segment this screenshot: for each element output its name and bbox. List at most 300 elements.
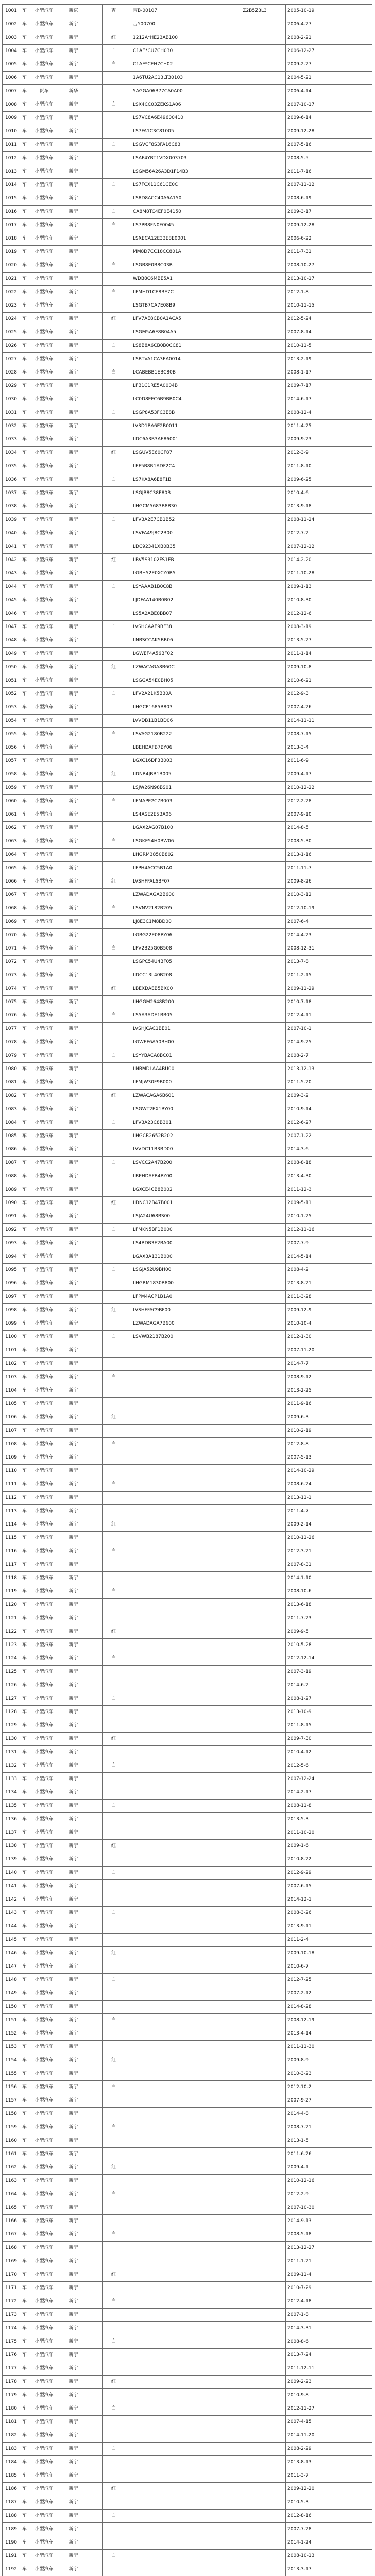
- cell-category: 车: [20, 554, 29, 567]
- cell-owner-area: 新宁: [59, 139, 88, 152]
- cell-vehicle-type: 小型汽车: [29, 259, 59, 273]
- cell-detail: [224, 1746, 286, 1759]
- cell-registered-date: 2011-8-10: [286, 460, 372, 473]
- table-row: [3, 1049, 372, 1063]
- cell-category: 车: [20, 540, 29, 554]
- cell-district: [88, 45, 103, 58]
- cell-vin-code: LS5A3ADE1BB05: [131, 1009, 224, 1023]
- cell-vin-code: LDNC12B47B001: [131, 1197, 224, 1210]
- cell-vehicle-type: 货车: [29, 85, 59, 98]
- cell-district: [88, 875, 103, 889]
- cell-vehicle-type: 小型汽车: [29, 45, 59, 58]
- cell-vin-code: LC0D8EFC6B9BB0C4: [131, 393, 224, 406]
- cell-row-number: 1080: [3, 1063, 20, 1076]
- cell-detail: [224, 1451, 286, 1465]
- cell-color: [103, 1532, 125, 1545]
- cell-registered-date: 2007-7-28: [286, 2523, 372, 2536]
- cell-vin-code: [131, 1934, 224, 1947]
- cell-row-number: 1106: [3, 1411, 20, 1425]
- cell-color: [103, 1893, 125, 1907]
- cell-color: 白: [103, 621, 125, 634]
- cell-registered-date: 2013-7-24: [286, 2349, 372, 2362]
- cell-vin-code: LHGRM1830B800: [131, 1277, 224, 1291]
- cell-category: 车: [20, 916, 29, 929]
- cell-vin-code: [131, 2255, 224, 2268]
- cell-registered-date: 2013-7-8: [286, 956, 372, 969]
- cell-detail: Z2B5Z3L3: [224, 5, 286, 18]
- cell-color: [103, 1719, 125, 1733]
- cell-vin-code: LGAX3A131B000: [131, 1250, 224, 1264]
- cell-color: 白: [103, 2510, 125, 2523]
- cell-category: 车: [20, 2416, 29, 2429]
- cell-district: [88, 1116, 103, 1130]
- cell-vehicle-type: 小型汽车: [29, 701, 59, 715]
- cell-category: 车: [20, 420, 29, 433]
- cell-detail: [224, 1090, 286, 1103]
- cell-vehicle-type: 小型汽车: [29, 1197, 59, 1210]
- cell-detail: [224, 1384, 286, 1398]
- cell-row-number: 1101: [3, 1344, 20, 1358]
- cell-vin-code: LS4BDB3E2BA00: [131, 1237, 224, 1250]
- cell-flag: [125, 1639, 131, 1652]
- cell-row-number: 1014: [3, 179, 20, 192]
- cell-category: 车: [20, 2242, 29, 2255]
- cell-color: 白: [103, 514, 125, 527]
- cell-category: 车: [20, 326, 29, 340]
- cell-row-number: 1042: [3, 554, 20, 567]
- table-row: [3, 1451, 372, 1465]
- cell-vehicle-type: 小型汽车: [29, 554, 59, 567]
- cell-row-number: 1178: [3, 2376, 20, 2389]
- cell-detail: [224, 1518, 286, 1532]
- cell-vin-code: [131, 1451, 224, 1465]
- cell-district: [88, 1759, 103, 1773]
- cell-category: 车: [20, 835, 29, 849]
- cell-owner-area: 新宁: [59, 1157, 88, 1170]
- cell-district: [88, 1639, 103, 1652]
- cell-color: 红: [103, 2161, 125, 2175]
- cell-district: [88, 1210, 103, 1224]
- cell-vin-code: LFMKN5BF1B000: [131, 1224, 224, 1237]
- cell-district: [88, 2094, 103, 2108]
- cell-row-number: 1001: [3, 5, 20, 18]
- cell-district: [88, 1264, 103, 1277]
- cell-color: 白: [103, 2188, 125, 2201]
- table-row: [3, 2349, 372, 2362]
- cell-registered-date: 2009-12-28: [286, 125, 372, 139]
- cell-category: 车: [20, 1960, 29, 1974]
- table-row: [3, 889, 372, 902]
- cell-registered-date: 2013-4-14: [286, 2027, 372, 2041]
- cell-registered-date: 2011-11-7: [286, 862, 372, 875]
- cell-row-number: 1026: [3, 340, 20, 353]
- cell-district: [88, 2014, 103, 2027]
- cell-row-number: 1179: [3, 2389, 20, 2402]
- cell-registered-date: 2012-2-28: [286, 795, 372, 808]
- cell-color: [103, 112, 125, 125]
- cell-registered-date: 2014-5-14: [286, 1250, 372, 1264]
- table-row: [3, 1358, 372, 1371]
- cell-registered-date: 2010-1-25: [286, 1210, 372, 1224]
- cell-color: 白: [103, 340, 125, 353]
- cell-district: [88, 2161, 103, 2175]
- cell-row-number: 1076: [3, 1009, 20, 1023]
- cell-owner-area: 新宁: [59, 1572, 88, 1585]
- cell-flag: [125, 2121, 131, 2134]
- cell-row-number: 1169: [3, 2255, 20, 2268]
- cell-vin-code: [131, 2443, 224, 2456]
- cell-color: [103, 2309, 125, 2322]
- cell-vin-code: LZWADAGA2B600: [131, 889, 224, 902]
- cell-registered-date: 2011-5-20: [286, 1076, 372, 1090]
- cell-category: 车: [20, 688, 29, 701]
- cell-category: 车: [20, 1907, 29, 1920]
- cell-flag: [125, 2161, 131, 2175]
- cell-vehicle-type: 小型汽车: [29, 1987, 59, 2001]
- table-row: [3, 795, 372, 808]
- cell-detail: [224, 353, 286, 366]
- cell-flag: [125, 2429, 131, 2443]
- cell-district: [88, 487, 103, 500]
- cell-owner-area: 新宁: [59, 2188, 88, 2201]
- cell-flag: [125, 2443, 131, 2456]
- cell-category: 车: [20, 581, 29, 594]
- cell-flag: [125, 1746, 131, 1759]
- cell-vin-code: [131, 2483, 224, 2496]
- cell-category: 车: [20, 1157, 29, 1170]
- cell-owner-area: 新宁: [59, 1800, 88, 1813]
- cell-vehicle-type: 小型汽车: [29, 1773, 59, 1786]
- cell-vehicle-type: 小型汽车: [29, 139, 59, 152]
- cell-owner-area: 新宁: [59, 58, 88, 72]
- cell-row-number: 1144: [3, 1920, 20, 1934]
- cell-row-number: 1088: [3, 1170, 20, 1183]
- cell-row-number: 1095: [3, 1264, 20, 1277]
- cell-detail: [224, 1800, 286, 1813]
- cell-color: [103, 2067, 125, 2081]
- table-row: [3, 2014, 372, 2027]
- cell-flag: [125, 996, 131, 1009]
- cell-vehicle-type: 小型汽车: [29, 2108, 59, 2121]
- cell-vehicle-type: 小型汽车: [29, 2067, 59, 2081]
- cell-color: 白: [103, 1867, 125, 1880]
- cell-vin-code: [131, 1411, 224, 1425]
- cell-vin-code: LSGVCF8S3FA16C83: [131, 139, 224, 152]
- cell-detail: [224, 2094, 286, 2108]
- cell-owner-area: 新宁: [59, 299, 88, 313]
- cell-owner-area: 新宁: [59, 2322, 88, 2335]
- cell-detail: [224, 1572, 286, 1585]
- cell-vehicle-type: 小型汽车: [29, 1585, 59, 1599]
- table-row: [3, 1826, 372, 1840]
- cell-color: [103, 996, 125, 1009]
- cell-owner-area: 新宁: [59, 206, 88, 219]
- cell-row-number: 1074: [3, 982, 20, 996]
- cell-category: 车: [20, 648, 29, 661]
- cell-vin-code: [131, 1344, 224, 1358]
- cell-flag: [125, 1157, 131, 1170]
- cell-registered-date: 2010-7-18: [286, 996, 372, 1009]
- table-row: [3, 2469, 372, 2483]
- cell-category: 车: [20, 2108, 29, 2121]
- cell-color: 红: [103, 875, 125, 889]
- cell-category: 车: [20, 1840, 29, 1853]
- cell-district: [88, 2081, 103, 2094]
- cell-registered-date: 2007-9-27: [286, 2094, 372, 2108]
- cell-category: 车: [20, 286, 29, 299]
- table-row: [3, 1170, 372, 1183]
- cell-color: [103, 2349, 125, 2362]
- cell-detail: [224, 1867, 286, 1880]
- cell-flag: [125, 916, 131, 929]
- cell-owner-area: 新宁: [59, 1987, 88, 2001]
- cell-category: 车: [20, 1947, 29, 1960]
- cell-row-number: 1019: [3, 246, 20, 259]
- cell-flag: [125, 1934, 131, 1947]
- cell-vehicle-type: 小型汽车: [29, 2402, 59, 2416]
- cell-vehicle-type: 小型汽车: [29, 353, 59, 366]
- cell-detail: [224, 2416, 286, 2429]
- cell-registered-date: 2009-2-14: [286, 1518, 372, 1532]
- cell-vin-code: LHGCM5683B8B30: [131, 500, 224, 514]
- cell-owner-area: 新宁: [59, 1237, 88, 1250]
- cell-district: [88, 1773, 103, 1786]
- cell-flag: [125, 98, 131, 112]
- cell-row-number: 1029: [3, 380, 20, 393]
- cell-vehicle-type: 小型汽车: [29, 768, 59, 782]
- cell-color: 白: [103, 1800, 125, 1813]
- cell-flag: [125, 1438, 131, 1451]
- cell-row-number: 1054: [3, 715, 20, 728]
- cell-row-number: 1152: [3, 2027, 20, 2041]
- table-row: [3, 259, 372, 273]
- table-row: [3, 607, 372, 621]
- cell-district: [88, 2228, 103, 2242]
- cell-detail: [224, 2295, 286, 2309]
- cell-detail: [224, 2242, 286, 2255]
- cell-color: [103, 929, 125, 942]
- cell-district: [88, 206, 103, 219]
- cell-color: [103, 1183, 125, 1197]
- cell-vin-code: [131, 1666, 224, 1679]
- cell-detail: [224, 139, 286, 152]
- cell-vehicle-type: 小型汽车: [29, 674, 59, 688]
- cell-detail: [224, 326, 286, 340]
- cell-district: [88, 179, 103, 192]
- cell-detail: [224, 621, 286, 634]
- cell-category: 车: [20, 353, 29, 366]
- cell-category: 车: [20, 447, 29, 460]
- cell-district: [88, 2295, 103, 2309]
- cell-color: [103, 2175, 125, 2188]
- cell-vehicle-type: 小型汽车: [29, 1492, 59, 1505]
- table-row: [3, 2322, 372, 2335]
- table-row: [3, 2389, 372, 2402]
- cell-vehicle-type: 小型汽车: [29, 1398, 59, 1411]
- table-row: [3, 2376, 372, 2389]
- cell-registered-date: 2012-8-16: [286, 2510, 372, 2523]
- cell-flag: [125, 594, 131, 607]
- cell-vehicle-type: 小型汽车: [29, 795, 59, 808]
- cell-detail: [224, 1331, 286, 1344]
- cell-district: [88, 1867, 103, 1880]
- cell-owner-area: 新宁: [59, 420, 88, 433]
- cell-owner-area: 新宁: [59, 1049, 88, 1063]
- cell-district: [88, 1505, 103, 1518]
- cell-flag: [125, 1425, 131, 1438]
- cell-vehicle-type: 小型汽车: [29, 1170, 59, 1183]
- cell-row-number: 1068: [3, 902, 20, 916]
- cell-registered-date: 2012-4-18: [286, 2295, 372, 2309]
- cell-district: [88, 232, 103, 246]
- cell-flag: [125, 2268, 131, 2282]
- cell-color: [103, 1465, 125, 1478]
- cell-registered-date: 2007-1-8: [286, 2309, 372, 2322]
- table-row: [3, 2523, 372, 2536]
- cell-detail: [224, 286, 286, 299]
- cell-category: 车: [20, 1304, 29, 1317]
- cell-row-number: 1098: [3, 1304, 20, 1317]
- cell-vehicle-type: 小型汽车: [29, 2295, 59, 2309]
- cell-row-number: 1160: [3, 2134, 20, 2148]
- cell-detail: [224, 112, 286, 125]
- cell-color: [103, 353, 125, 366]
- cell-vin-code: [131, 2067, 224, 2081]
- cell-row-number: 1163: [3, 2175, 20, 2188]
- cell-detail: [224, 1304, 286, 1317]
- table-row: [3, 2027, 372, 2041]
- table-row: [3, 2483, 372, 2496]
- cell-registered-date: 2014-11-11: [286, 715, 372, 728]
- table-row: [3, 1505, 372, 1518]
- cell-vin-code: LFV2B25G0B508: [131, 942, 224, 956]
- cell-category: 车: [20, 2443, 29, 2456]
- cell-category: 车: [20, 1518, 29, 1532]
- cell-color: 红: [103, 2483, 125, 2496]
- cell-district: [88, 1934, 103, 1947]
- cell-vehicle-type: 小型汽车: [29, 1183, 59, 1197]
- cell-vin-code: [131, 2456, 224, 2469]
- cell-vin-code: LFPM4ACP1B1A0: [131, 1291, 224, 1304]
- cell-color: 红: [103, 31, 125, 45]
- table-row: [3, 433, 372, 447]
- cell-row-number: 1142: [3, 1893, 20, 1907]
- cell-row-number: 1047: [3, 621, 20, 634]
- cell-vin-code: LSGJB8C38E80B: [131, 487, 224, 500]
- table-row: [3, 661, 372, 674]
- cell-registered-date: 2011-3-28: [286, 1291, 372, 1304]
- cell-color: 白: [103, 1049, 125, 1063]
- cell-detail: [224, 2268, 286, 2282]
- cell-vin-code: [131, 1558, 224, 1572]
- cell-row-number: 1145: [3, 1934, 20, 1947]
- cell-flag: [125, 1317, 131, 1331]
- cell-owner-area: 新宁: [59, 2228, 88, 2242]
- cell-vin-code: [131, 1692, 224, 1706]
- cell-detail: [224, 1291, 286, 1304]
- cell-vehicle-type: 小型汽车: [29, 1250, 59, 1264]
- cell-vin-code: [131, 2536, 224, 2550]
- cell-row-number: 1139: [3, 1853, 20, 1867]
- cell-flag: [125, 165, 131, 179]
- cell-detail: [224, 1076, 286, 1090]
- cell-owner-area: 新宁: [59, 393, 88, 406]
- cell-district: [88, 1599, 103, 1612]
- cell-detail: [224, 2483, 286, 2496]
- cell-detail: [224, 956, 286, 969]
- cell-district: [88, 152, 103, 165]
- cell-vin-code: [131, 2335, 224, 2349]
- cell-row-number: 1006: [3, 72, 20, 85]
- cell-row-number: 1166: [3, 2215, 20, 2228]
- cell-vin-code: [131, 1612, 224, 1625]
- cell-owner-area: 新宁: [59, 2001, 88, 2014]
- cell-flag: [125, 1090, 131, 1103]
- cell-district: [88, 1960, 103, 1974]
- cell-district: [88, 98, 103, 112]
- cell-vehicle-type: 小型汽车: [29, 2376, 59, 2389]
- cell-flag: [125, 1036, 131, 1049]
- cell-district: [88, 2349, 103, 2362]
- cell-registered-date: 2009-8-9: [286, 2054, 372, 2067]
- cell-owner-area: 新宁: [59, 1907, 88, 1920]
- cell-district: [88, 1492, 103, 1505]
- cell-vehicle-type: 小型汽车: [29, 1103, 59, 1116]
- cell-color: 白: [103, 1264, 125, 1277]
- cell-registered-date: 2011-1-21: [286, 2255, 372, 2268]
- cell-row-number: 1078: [3, 1036, 20, 1049]
- cell-row-number: 1033: [3, 433, 20, 447]
- table-row: [3, 782, 372, 795]
- cell-row-number: 1062: [3, 822, 20, 835]
- cell-owner-area: 新宁: [59, 1170, 88, 1183]
- cell-registered-date: 2007-1-22: [286, 1130, 372, 1143]
- cell-vin-code: 1212A*HE23AB100: [131, 31, 224, 45]
- cell-vin-code: LSGKE54H0BW06: [131, 835, 224, 849]
- cell-detail: [224, 1049, 286, 1063]
- cell-row-number: 1131: [3, 1746, 20, 1759]
- cell-detail: [224, 849, 286, 862]
- cell-registered-date: 2008-4-2: [286, 1264, 372, 1277]
- cell-owner-area: 新宁: [59, 1853, 88, 1867]
- cell-category: 车: [20, 1264, 29, 1277]
- cell-district: [88, 1277, 103, 1291]
- cell-district: [88, 85, 103, 98]
- cell-registered-date: 2008-7-15: [286, 728, 372, 741]
- table-row: [3, 232, 372, 246]
- cell-flag: [125, 2188, 131, 2201]
- cell-detail: [224, 1719, 286, 1733]
- cell-detail: [224, 2469, 286, 2483]
- cell-registered-date: 2012-12-6: [286, 607, 372, 621]
- cell-vin-code: [131, 1465, 224, 1478]
- cell-vin-code: LFPH4ACC5B1A0: [131, 862, 224, 875]
- cell-detail: [224, 420, 286, 433]
- cell-row-number: 1038: [3, 500, 20, 514]
- cell-flag: [125, 2496, 131, 2510]
- table-row: [3, 1116, 372, 1130]
- table-row: [3, 85, 372, 98]
- table-row: [3, 2054, 372, 2067]
- cell-owner-area: 新宁: [59, 701, 88, 715]
- cell-district: [88, 340, 103, 353]
- cell-category: 车: [20, 1210, 29, 1224]
- cell-owner-area: 新宁: [59, 2175, 88, 2188]
- cell-vin-code: [131, 2161, 224, 2175]
- table-row: [3, 2309, 372, 2322]
- cell-registered-date: 2014-6-17: [286, 393, 372, 406]
- cell-vehicle-type: 小型汽车: [29, 621, 59, 634]
